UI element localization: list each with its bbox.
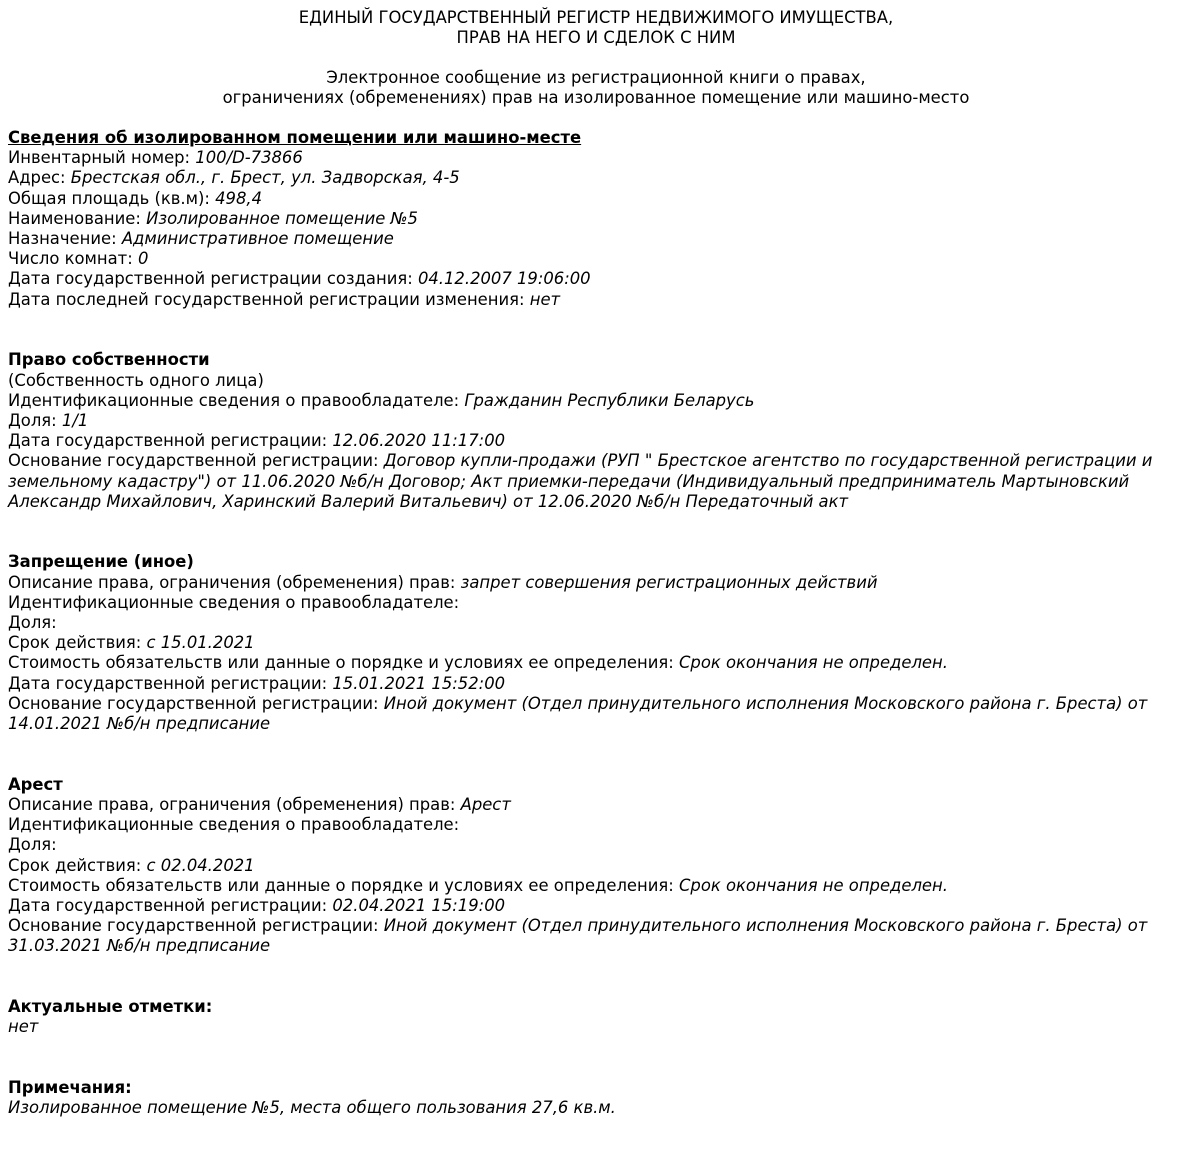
property-section xyxy=(8,128,1184,310)
document-header xyxy=(8,8,1184,48)
arrest-term xyxy=(8,856,1184,876)
arrest-reg-date xyxy=(8,896,1184,916)
created-value: 04.12.2007 19:06:00 xyxy=(417,269,591,289)
term-value: с 02.04.2021 xyxy=(146,855,255,875)
cost-value: Срок окончания не определен. xyxy=(678,875,948,895)
ownership-section xyxy=(8,350,1184,512)
ownership-basis xyxy=(8,451,1184,512)
reg-date-value: 02.04.2021 15:19:00 xyxy=(332,896,506,915)
desc-value: запрет совершения регистрационных действий xyxy=(460,572,878,592)
actual-marks-title: Актуальные отметки: xyxy=(8,997,213,1017)
document-subheader xyxy=(8,68,1184,108)
rooms-value: 0 xyxy=(137,249,149,269)
prohibition-section xyxy=(8,552,1184,734)
share-label: Доля: xyxy=(8,410,62,430)
reg-date-label: Дата государственной регистрации: xyxy=(8,896,333,915)
prohibition-share: Доля: xyxy=(8,613,57,633)
term-label: Срок действия: xyxy=(8,633,147,653)
holder-label: Идентификационные сведения о правообладателе: xyxy=(8,390,465,410)
holder-value: Гражданин Республики Беларусь xyxy=(464,390,755,410)
notes-title: Примечания: xyxy=(8,1078,132,1098)
address-value: Брестская обл., г. Брест, ул. Задворская, 4-5 xyxy=(70,168,460,188)
actual-marks-value: нет xyxy=(8,1017,39,1037)
header-line-4: ограничениях (обременениях) прав на изолированное помещение или машино-место xyxy=(222,88,970,107)
basis-label: Основание государственной регистрации: xyxy=(8,451,384,471)
arrest-share: Доля: xyxy=(8,835,57,855)
basis-value: Иной документ (Отдел принудительного исполнения Московского района г. Бреста) от 31.03.2021 №б/н предписание xyxy=(8,916,1148,956)
notes-section xyxy=(8,1078,1184,1118)
header-line-3: Электронное сообщение из регистрационной книги о правах, xyxy=(326,68,866,87)
rooms-label: Число комнат: xyxy=(8,249,138,269)
changed-value: нет xyxy=(529,289,561,309)
ownership-share xyxy=(8,411,1184,431)
inventory-value: 100/D-73866 xyxy=(195,148,303,168)
inventory-number xyxy=(8,148,1184,168)
reg-date-label: Дата государственной регистрации: xyxy=(8,431,333,451)
arrest-description xyxy=(8,795,1184,815)
notes-value: Изолированное помещение №5, места общего пользования 27,6 кв.м. xyxy=(8,1098,616,1118)
arrest-section xyxy=(8,775,1184,957)
prohibition-reg-date xyxy=(8,674,1184,694)
created-label: Дата государственной регистрации создания: xyxy=(8,269,418,289)
purpose-value: Административное помещение xyxy=(121,229,394,249)
property-purpose xyxy=(8,229,1184,249)
rooms-count xyxy=(8,249,1184,269)
prohibition-cost xyxy=(8,653,1184,673)
creation-date xyxy=(8,269,1184,289)
cost-label: Стоимость обязательств или данные о порядке и условиях ее определения: xyxy=(8,875,679,895)
cost-label: Стоимость обязательств или данные о порядке и условиях ее определения: xyxy=(8,653,679,673)
ownership-reg-date xyxy=(8,431,1184,451)
total-area xyxy=(8,189,1184,209)
property-name xyxy=(8,209,1184,229)
basis-value: Договор купли-продажи (РУП " Брестское агентство по государственной регистрации и земельному кадастру") от 11.06.2020 №б/н Договор; Акт приемки-передачи (Индивидуальный предприниматель Мартыновский Александр Михайлович, Харинский Валерий Витальевич) от 12.06.2020 №б/н Передаточный акт xyxy=(8,451,1153,511)
name-label: Наименование: xyxy=(8,208,147,228)
address xyxy=(8,168,1184,188)
property-title: Сведения об изолированном помещении или машино-месте xyxy=(8,128,582,147)
document xyxy=(8,8,1184,1118)
area-value: 498,4 xyxy=(215,188,263,208)
arrest-title: Арест xyxy=(8,774,63,794)
term-value: с 15.01.2021 xyxy=(146,633,255,653)
term-label: Срок действия: xyxy=(8,855,147,875)
reg-date-value: 15.01.2021 15:52:00 xyxy=(332,673,506,693)
header-line-1: ЕДИНЫЙ ГОСУДАРСТВЕННЫЙ РЕГИСТР НЕДВИЖИМОГО ИМУЩЕСТВА, xyxy=(298,8,894,27)
arrest-basis xyxy=(8,916,1184,956)
basis-label: Основание государственной регистрации: xyxy=(8,693,384,713)
name-value: Изолированное помещение №5 xyxy=(146,208,418,228)
purpose-label: Назначение: xyxy=(8,229,122,249)
arrest-holder: Идентификационные сведения о правообладателе: xyxy=(8,815,460,835)
reg-date-value: 12.06.2020 11:17:00 xyxy=(332,431,506,451)
actual-marks-section xyxy=(8,997,1184,1037)
prohibition-description xyxy=(8,573,1184,593)
desc-label: Описание права, ограничения (обременения) прав: xyxy=(8,794,461,814)
ownership-holder xyxy=(8,391,1184,411)
changed-label: Дата последней государственной регистрации изменения: xyxy=(8,289,530,309)
ownership-kind: (Собственность одного лица) xyxy=(8,370,264,390)
header-line-2: ПРАВ НА НЕГО И СДЕЛОК С НИМ xyxy=(456,28,736,47)
desc-value: Арест xyxy=(460,794,511,814)
prohibition-basis xyxy=(8,694,1184,734)
arrest-cost xyxy=(8,876,1184,896)
basis-label: Основание государственной регистрации: xyxy=(8,916,384,936)
prohibition-term xyxy=(8,633,1184,653)
reg-date-label: Дата государственной регистрации: xyxy=(8,673,333,693)
area-label: Общая площадь (кв.м): xyxy=(8,188,216,208)
address-label: Адрес: xyxy=(8,168,71,188)
basis-value: Иной документ (Отдел принудительного исполнения Московского района г. Бреста) от 14.01.2021 №б/н предписание xyxy=(8,693,1148,734)
share-value: 1/1 xyxy=(61,410,89,430)
change-date xyxy=(8,290,1184,310)
inventory-label: Инвентарный номер: xyxy=(8,148,196,168)
prohibition-title: Запрещение (иное) xyxy=(8,552,194,572)
cost-value: Срок окончания не определен. xyxy=(678,653,948,673)
ownership-title: Право собственности xyxy=(8,350,210,370)
prohibition-holder: Идентификационные сведения о правообладателе: xyxy=(8,592,460,612)
desc-label: Описание права, ограничения (обременения) прав: xyxy=(8,572,461,592)
